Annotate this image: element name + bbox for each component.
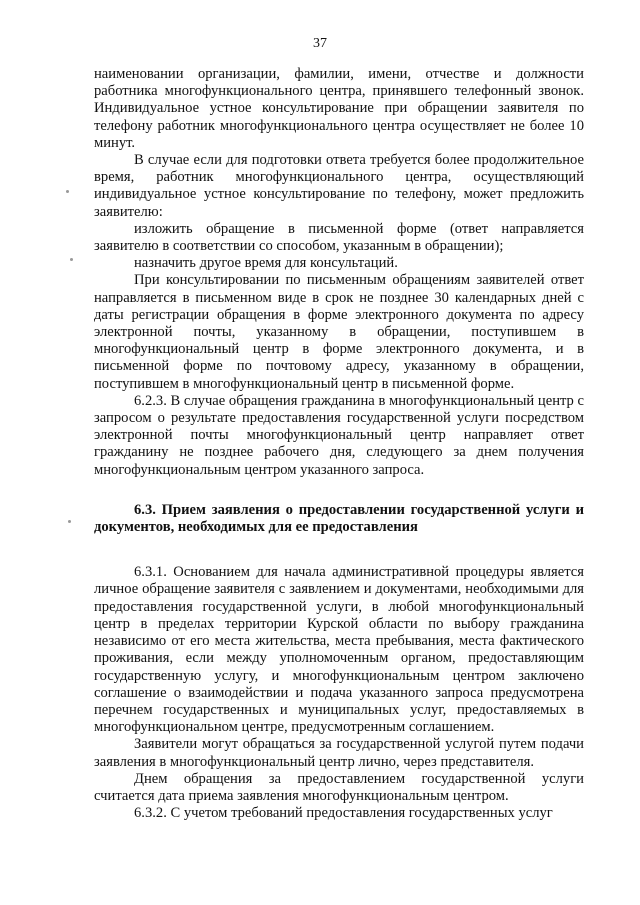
page-number: 37 <box>313 36 327 51</box>
scan-speck <box>70 258 73 261</box>
paragraph: Днем обращения за предоставлением государственной услуги считается дата приема заявления многофункциональным центром. <box>94 770 584 804</box>
document-body <box>94 66 584 822</box>
section-heading: 6.3. Прием заявления о предоставлении государственной услуги и документов, необходимых для ее предоставления <box>94 501 584 536</box>
paragraph: 6.3.1. Основанием для начала административной процедуры является личное обращение заявителя с заявлением и документами, необходимыми для предоставления государственной услуги, в любой многофункциональный центр в пределах территории Курской области по выбору гражданина независимо от его места жительства, места пребывания, места фактического проживания, если между уполномоченным органом, предоставляющим государственную услугу, и многофункциональным центром заключено соглашение о взаимодействии и подача указанного запроса предусмотрена перечнем государственных и муниципальных услуг, предоставляемых в многофункциональном центре, предусмотренным соглашением. <box>94 564 584 736</box>
list-item: изложить обращение в письменной форме (ответ направляется заявителю в соответствии со способом, указанным в обращении); <box>94 220 584 255</box>
paragraph: 6.2.3. В случае обращения гражданина в многофункциональный центр с запросом о результате предоставления государственной услуги посредством электронной почты многофункциональный центр направляет ответ гражданину не позднее рабочего дня, следующего за днем получения многофункциональным центром указанного запроса. <box>94 392 584 478</box>
paragraph: При консультировании по письменным обращениям заявителей ответ направляется в письменном виде в срок не позднее 30 календарных дней с даты регистрации обращения в форме электронного документа по адресу электронной почты, указанному в обращении, поступившем в многофункциональный центр в форме электронного документа, и в письменной форме по почтовому адресу, указанному в обращении, поступившем в многофункциональный центр в письменной форме. <box>94 272 584 392</box>
paragraph-continuation: наименовании организации, фамилии, имени, отчестве и должности работника многофункционального центра, принявшего телефонный звонок. Индивидуальное устное консультирование при обращении заявителя по телефону работник многофункционального центра осуществляет не более 10 минут. <box>94 66 584 151</box>
list-item: назначить другое время для консультаций. <box>134 255 398 272</box>
paragraph: 6.3.2. С учетом требований предоставления государственных услуг <box>134 805 553 822</box>
paragraph: Заявители могут обращаться за государственной услугой путем подачи заявления в многофункциональный центр лично, через представителя. <box>94 736 584 770</box>
paragraph: В случае если для подготовки ответа требуется более продолжительное время, работник многофункционального центра, осуществляющий индивидуальное устное консультирование по телефону, может предложить заявителю: <box>94 152 584 220</box>
scan-speck <box>66 190 69 193</box>
scan-speck <box>68 520 71 523</box>
